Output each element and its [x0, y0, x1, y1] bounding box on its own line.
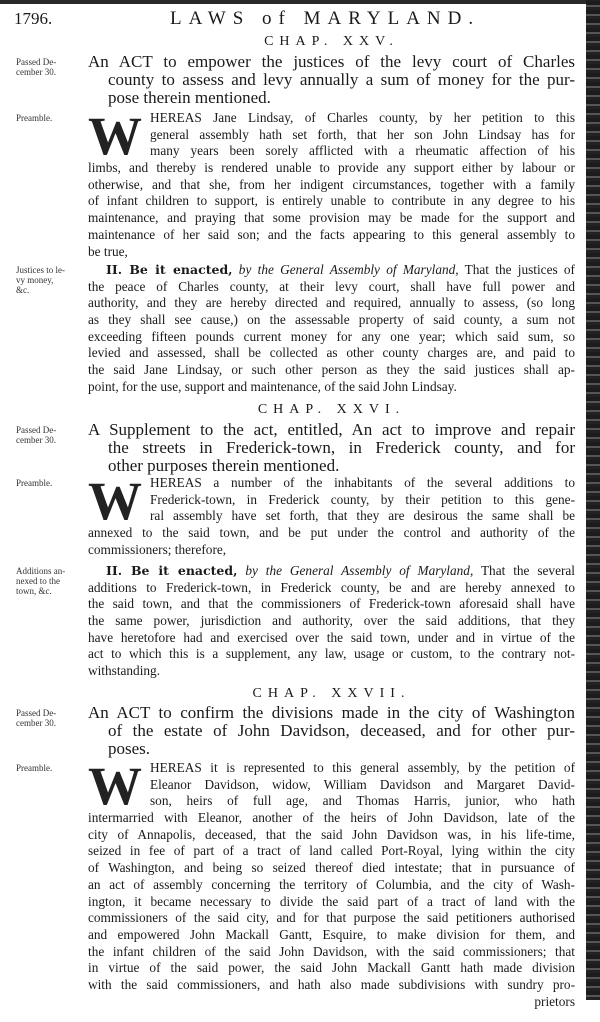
- margin-note-preamble: Preamble.: [16, 763, 53, 773]
- margin-note-line: Passed De-: [16, 57, 57, 67]
- section-line: levied and assessed, shall be collected as other county charges are, and paid to: [88, 345, 575, 361]
- section-line: additions to Frederick-town, in Frederick county, be and are hereby annexed to: [88, 579, 575, 595]
- preamble-line: limbs, and thereby is rendered unable to provide any support either by labour or: [88, 160, 575, 176]
- page-year: 1796.: [14, 9, 53, 28]
- preamble-line: HEREAS Jane Lindsay, of Charles county, by her petition to this: [150, 110, 575, 125]
- act-title-line: A Supplement to the act, entitled, An act to improve and repair: [88, 421, 575, 439]
- act-title-line: An ACT to empower the justices of the levy court of Charles: [88, 53, 575, 71]
- scan-binding-edge: [586, 0, 600, 1000]
- enacting-section: [88, 262, 575, 396]
- preamble-line: HEREAS it is represented to this general assembly, by the petition of: [150, 760, 575, 775]
- enacting-section: [88, 563, 575, 680]
- chapter-heading: CHAP. XXVII.: [252, 686, 411, 701]
- margin-note-preamble: Preamble.: [16, 478, 53, 488]
- preamble-line: with the said commissioners, and hath also made subdivisions with sundry pro-: [88, 976, 575, 992]
- preamble-line: of Washington, and being so seized thereof died intestate; that in pursuance of: [88, 860, 575, 876]
- section-line: point, for the use, support and maintenance, of the said John Lindsay.: [88, 378, 457, 394]
- preamble-line: Frederick-town, in Frederick county, by their petition to this gene-: [150, 491, 575, 507]
- section-first-line: [88, 262, 575, 279]
- enacting-authority: by the General Assembly of Maryland,: [237, 563, 474, 578]
- enacting-authority: by the General Assembly of Maryland,: [232, 262, 459, 277]
- margin-note-line: Additions an-: [16, 566, 66, 576]
- enacting-clause: II. Be it enacted,: [106, 563, 238, 578]
- preamble-line: many years been sorely afflicted with a rheumatic affection of his: [150, 143, 575, 159]
- margin-note-line: cember 30.: [16, 435, 56, 445]
- act-title-line: the streets in Frederick-town, in Frederick county, and for: [108, 439, 575, 457]
- margin-note-section: [16, 265, 82, 295]
- margin-note-line: Justices to le-: [16, 265, 65, 275]
- section-line: the peace of Charles county, at their levy court, shall have full power and: [88, 278, 575, 294]
- preamble-line: commissioners; therefore,: [88, 541, 227, 557]
- margin-note-preamble: Preamble.: [16, 113, 53, 123]
- preamble-line: ral assembly have set forth, that they are desirous the same shall be: [150, 508, 575, 524]
- preamble-line: of infant children to support, is entirely unable to contribute in any degree to his: [88, 193, 575, 209]
- running-head: LAWS of MARYLAND.: [170, 8, 481, 29]
- margin-note-line: Passed De-: [16, 425, 57, 435]
- preamble-line: be true,: [88, 243, 128, 259]
- margin-note-passed: [16, 708, 82, 728]
- section-line: the same power, jurisdiction and authority, over the said additions, that they: [88, 613, 575, 629]
- section-line: the said town, and that the commissioners of Frederick-town aforesaid shall have: [88, 596, 575, 612]
- catchword: prietors: [534, 993, 575, 1009]
- act-title-line: pose therein mentioned.: [108, 89, 271, 107]
- drop-cap: W: [88, 761, 142, 811]
- section-text: That the justices of: [458, 262, 575, 277]
- act-title-line: county to assess and levy annually a sum of money for the pur-: [108, 71, 575, 89]
- preamble-text: [88, 760, 575, 1010]
- margin-note-section: [16, 566, 82, 596]
- margin-note-line: cember 30.: [16, 67, 56, 77]
- margin-note-line: cember 30.: [16, 718, 56, 728]
- drop-cap: W: [88, 476, 142, 526]
- preamble-text: [88, 475, 575, 558]
- preamble-line: intermarried with Eleanor, another of the heirs of John Davidson, late of the: [88, 810, 575, 826]
- section-line: withstanding.: [88, 663, 161, 679]
- section-line: have heretofore had and exercised over the said town, under and in virtue of the: [88, 629, 575, 645]
- act-title-line: poses.: [108, 740, 151, 758]
- chapter-heading: CHAP. XXV.: [264, 34, 399, 49]
- preamble-line: otherwise, and that she, from her indigent circumstances, together with a family: [88, 176, 575, 192]
- preamble-line: Eleanor Davidson, widow, William Davidson and Margaret David-: [150, 776, 575, 792]
- section-line: the said Jane Lindsay, or such other person as they the said justices shall ap-: [88, 362, 575, 378]
- margin-note-line: Passed De-: [16, 708, 57, 718]
- section-line: as they shall see cause,) on the assessable property of said county, a sum not: [88, 312, 575, 328]
- preamble-line: son, heirs of full age, and Thomas Harris, junior, who hath: [150, 793, 575, 809]
- margin-note-passed: [16, 57, 82, 77]
- preamble-line: the infant children of the said John Davidson, with the said commissioners; that: [88, 943, 575, 959]
- margin-note-line: &c.: [16, 285, 30, 295]
- act-title-line: other purposes therein mentioned.: [108, 457, 340, 475]
- preamble-line: HEREAS a number of the inhabitants of the several additions to: [150, 475, 575, 490]
- act-title: [88, 53, 575, 107]
- preamble-text: [88, 110, 575, 260]
- preamble-line: city of Annapolis, deceased, that the said John Davidson was, in his life-time,: [88, 826, 575, 842]
- drop-cap: W: [88, 111, 142, 161]
- margin-note-line: vy money,: [16, 275, 54, 285]
- preamble-line: maintenance, and praying that some provision may be made for the support and: [88, 210, 575, 226]
- preamble-line: general assembly hath set forth, that her son John Lindsay has for: [150, 126, 575, 142]
- preamble-line: an act of assembly concerning the territory of Columbia, and the city of Wash-: [88, 876, 575, 892]
- preamble-line: commissioners of the said city, and for that purpose the said petitioners authorised: [88, 910, 575, 926]
- preamble-line: annexed to the said town, and be put under the control and authority of the: [88, 525, 575, 541]
- margin-note-line: town, &c.: [16, 586, 52, 596]
- preamble-line: seized in fee of part of a tract of land called Port-Royal, lying within the city: [88, 843, 575, 859]
- section-line: exceeding fifteen pounds current money for any one year; which said sum, so: [88, 328, 575, 344]
- preamble-line: in virtue of the said power, the said John Mackall Gantt hath made division: [88, 960, 575, 976]
- enacting-clause: II. Be it enacted,: [106, 262, 233, 277]
- preamble-line: and empowered John Mackall Gantt, Esquire, to make division for them, and: [88, 926, 575, 942]
- section-line: authority, and they are hereby directed and required, annually to assess, (so long: [88, 295, 575, 311]
- section-line: act to which this is a supplement, any law, usage or custom, to the contrary not-: [88, 646, 575, 662]
- preamble-line: maintenance of her said son; and the facts appearing to this general assembly to: [88, 226, 575, 242]
- section-text: That the several: [473, 563, 575, 578]
- margin-note-passed: [16, 425, 82, 445]
- act-title: [88, 421, 575, 475]
- section-first-line: [88, 563, 575, 580]
- act-title-line: An ACT to confirm the divisions made in the city of Washington: [88, 704, 575, 722]
- preamble-line: ington, it became necessary to divide the said part of a tract of land with the: [88, 893, 575, 909]
- scan-top-edge: [0, 0, 600, 4]
- chapter-heading: CHAP. XXVI.: [257, 402, 406, 417]
- act-title: [88, 704, 575, 758]
- act-title-line: of the estate of John Davidson, deceased, and for other pur-: [108, 722, 575, 740]
- margin-note-line: nexed to the: [16, 576, 60, 586]
